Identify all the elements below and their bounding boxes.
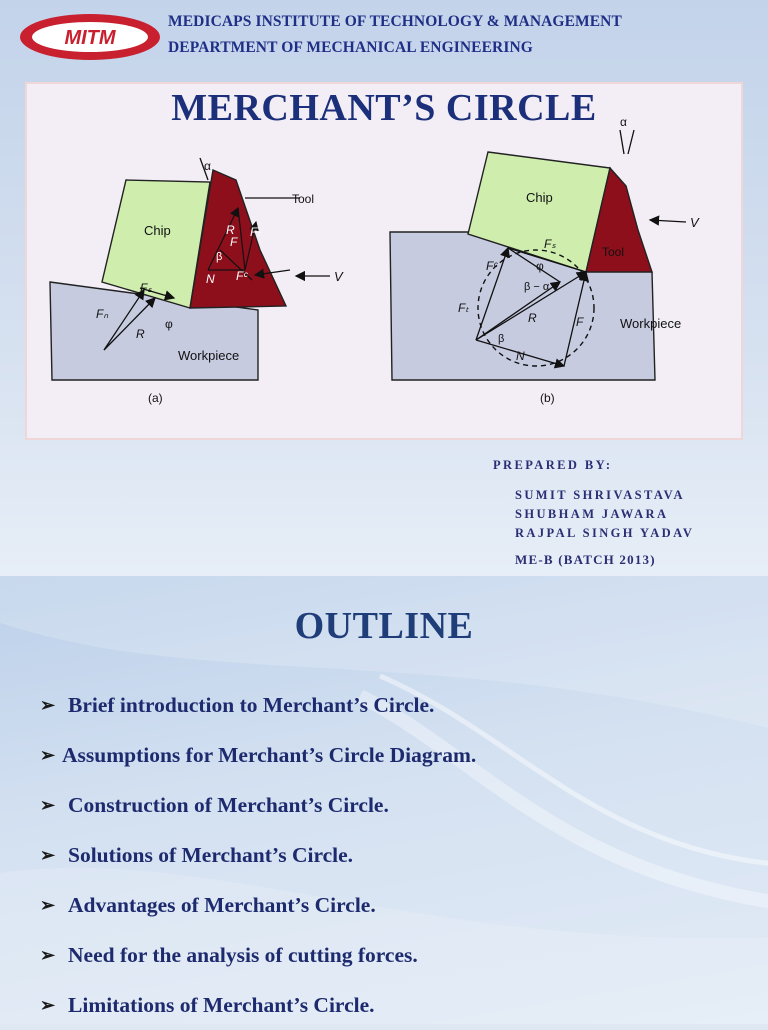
outline-list	[40, 680, 476, 1030]
outline-item-text: Need for the analysis of cutting forces.	[68, 942, 418, 967]
arrow-bullet-icon: ➢	[40, 894, 56, 915]
outline-item	[40, 730, 476, 780]
outline-item	[40, 830, 476, 880]
label-Fc-a: Fᶜ	[236, 269, 248, 283]
outline-item-text: Brief introduction to Merchant’s Circle.	[68, 692, 435, 717]
label-R-work-a: R	[136, 327, 145, 341]
label-v-a: V	[334, 269, 343, 284]
label-alpha-a: α	[204, 159, 211, 173]
batch-label: ME-B (BATCH 2013)	[515, 552, 656, 567]
figure-b	[390, 115, 700, 405]
label-beta-b: β	[498, 333, 505, 345]
caption-b: (b)	[540, 391, 555, 405]
outline-item	[40, 880, 476, 930]
outline-item-text: Limitations of Merchant’s Circle.	[68, 992, 375, 1017]
label-Ft-a: Fₜ	[250, 225, 261, 239]
label-workpiece-b: Workpiece	[620, 316, 682, 331]
outline-item	[40, 780, 476, 830]
slide-title-text: MERCHANT’S CIRCLE	[171, 87, 597, 129]
label-chip-a: Chip	[144, 223, 171, 238]
outline-item-text: Advantages of Merchant’s Circle.	[68, 892, 376, 917]
label-beta-minus-alpha: β − α	[524, 281, 550, 293]
prepared-by-label: PREPARED BY:	[493, 458, 613, 472]
label-R-b: R	[528, 311, 537, 325]
label-beta-a: β	[216, 251, 223, 263]
slide-outline	[0, 576, 768, 1024]
arrow-bullet-icon: ➢	[40, 794, 56, 815]
institute-name: MEDICAPS INSTITUTE OF TECHNOLOGY & MANAGEMENT	[168, 13, 622, 30]
department-name: DEPARTMENT OF MECHANICAL ENGINEERING	[168, 39, 533, 56]
outline-item-text: Construction of Merchant’s Circle.	[68, 792, 389, 817]
label-N-a: N	[206, 272, 215, 286]
caption-a: (a)	[148, 391, 163, 405]
member-name: SUMIT SHRIVASTAVA	[515, 488, 685, 502]
arrow-bullet-icon: ➢	[40, 944, 56, 965]
institute-logo	[18, 12, 162, 62]
label-chip-b: Chip	[526, 190, 553, 205]
label-tool-b: Tool	[602, 245, 625, 259]
label-N-b: N	[516, 349, 525, 363]
label-Ft-b: Fₜ	[458, 301, 469, 315]
label-R-tool-a: R	[226, 223, 235, 237]
outline-item	[40, 980, 476, 1030]
arrow-bullet-icon: ➢	[40, 744, 56, 765]
label-Fc-b: Fᶜ	[486, 259, 498, 273]
label-F-tool-a: F	[230, 235, 238, 249]
label-phi-b: φ	[536, 259, 544, 273]
label-phi-a: φ	[165, 317, 173, 331]
label-alpha-b: α	[620, 115, 627, 129]
label-tool-a: Tool	[292, 192, 315, 206]
label-F-b: F	[576, 315, 584, 329]
member-name: SHUBHAM JAWARA	[515, 507, 669, 521]
merchant-circle-diagram	[40, 115, 740, 430]
label-workpiece-a: Workpiece	[178, 348, 240, 363]
figure-a	[50, 158, 344, 405]
logo-text: MITM	[64, 27, 116, 49]
label-Fn-a: Fₙ	[96, 307, 109, 321]
arrow-bullet-icon: ➢	[40, 694, 56, 715]
outline-item-text: Assumptions for Merchant’s Circle Diagram.	[62, 742, 477, 767]
outline-item	[40, 680, 476, 730]
outline-title: OUTLINE	[294, 605, 474, 647]
label-Fs-a: Fₛ	[140, 281, 152, 295]
label-Fs-b: Fₛ	[544, 237, 556, 251]
outline-item	[40, 930, 476, 980]
arrow-bullet-icon: ➢	[40, 994, 56, 1015]
outline-item-text: Solutions of Merchant’s Circle.	[68, 842, 354, 867]
label-v-b: V	[690, 215, 699, 230]
arrow-bullet-icon: ➢	[40, 844, 56, 865]
member-name: RAJPAL SINGH YADAV	[515, 526, 695, 540]
